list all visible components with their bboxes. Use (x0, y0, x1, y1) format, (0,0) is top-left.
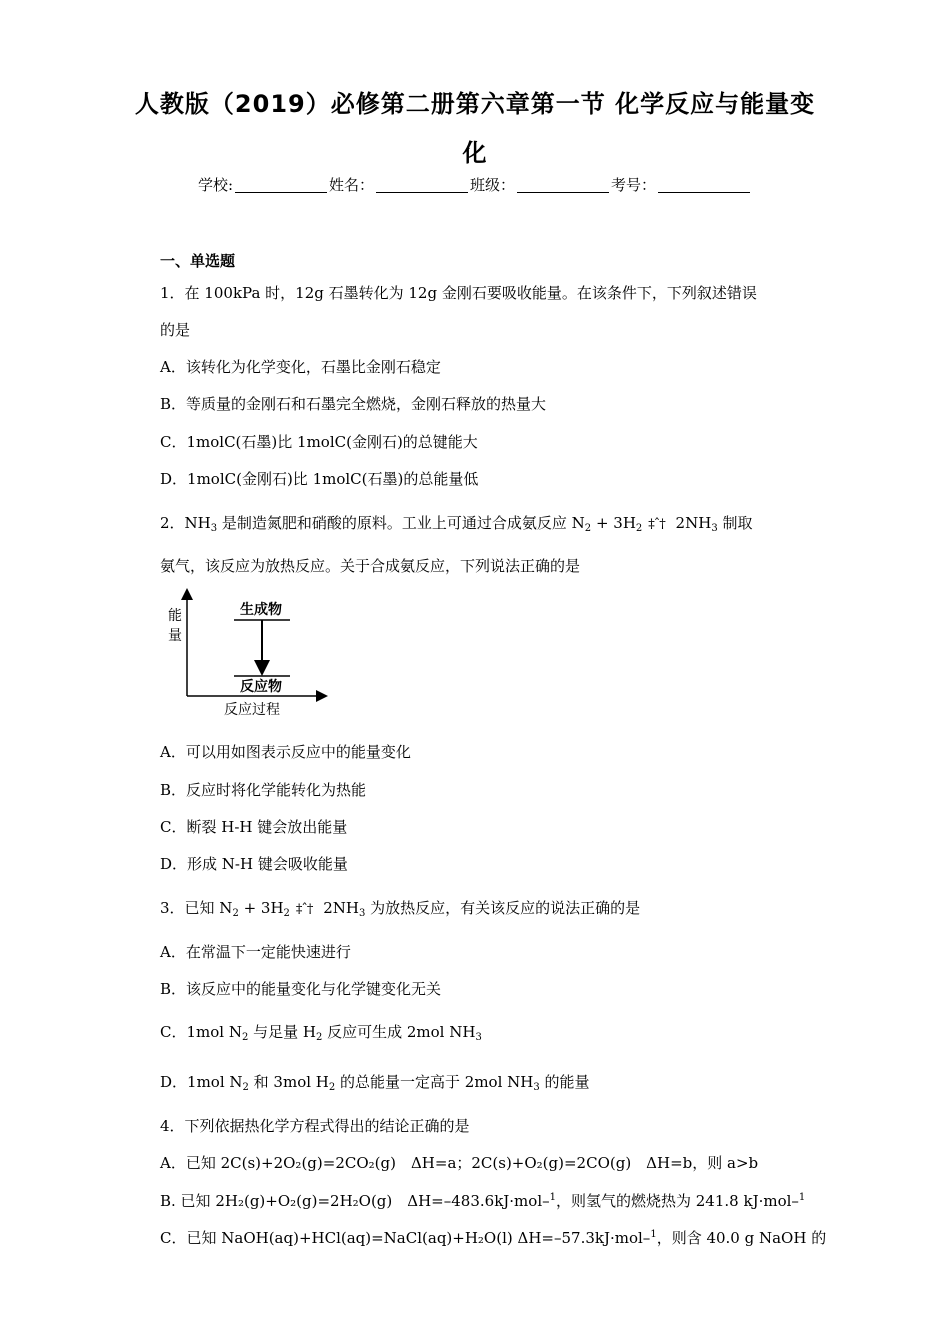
exam-number-blank[interactable] (658, 178, 750, 193)
q1-option-a: A．该转化为化学变化，石墨比金刚石稳定 (160, 358, 441, 376)
reversible-arrow-icon: ‡ˆ† (648, 517, 665, 532)
q3c-sub-b: 2 (241, 1032, 249, 1043)
q3d-text-a: D．1mol N (160, 1073, 243, 1091)
q2-stem-line-1 (160, 512, 752, 533)
q3d-text-g: 的能量 (539, 1073, 590, 1091)
y-axis-label-2: 量 (168, 628, 182, 644)
q2-sub-f: 2 (635, 523, 643, 534)
q1-option-b: B．等质量的金刚石和石墨完全燃烧，金刚石释放的热量大 (160, 395, 547, 413)
q2-text-c: 是制造氮肥和硝酸的原料。工业上可通过合成氨反应 N (217, 514, 585, 532)
product-label: 生成物 (240, 602, 282, 618)
energy-diagram (162, 588, 332, 720)
q3-option-d (160, 1071, 590, 1092)
q2-option-b: B．反应时将化学能转化为热能 (160, 781, 367, 799)
q2-sub-b: 3 (210, 523, 218, 534)
student-info-row (0, 174, 950, 195)
q4-option-b (160, 1190, 805, 1211)
q4c-sup: 1 (650, 1229, 657, 1240)
school-label: 学校: (197, 176, 233, 194)
q2-option-c: C．断裂 H-H 键会放出能量 (160, 818, 348, 836)
q2-text-e: + 3H (591, 514, 636, 532)
q4-stem: 4．下列依据热化学方程式得出的结论正确的是 (160, 1117, 470, 1135)
q3d-text-e: 的总能量一定高于 2mol NH (335, 1073, 534, 1091)
q3c-text-c: 与足量 H (248, 1023, 316, 1041)
x-axis-label: 反应过程 (224, 702, 280, 718)
q3c-text-e: 反应可生成 2mol NH (322, 1023, 476, 1041)
reactant-label: 反应物 (240, 679, 282, 695)
q2-sub-d: 2 (584, 523, 592, 534)
class-blank[interactable] (517, 178, 609, 193)
q1-stem-line-1: 1．在 100kPa 时，12g 石墨转化为 12g 金刚石要吸收能量。在该条件下，下列叙述错误 (160, 284, 757, 302)
q3d-sub-b: 2 (242, 1082, 249, 1093)
q3d-sub-f: 3 (533, 1082, 540, 1093)
q3-option-c (160, 1021, 482, 1042)
q3-stem (160, 897, 640, 918)
q4b-sup-2: 1 (798, 1192, 806, 1203)
q3c-sub-f: 3 (475, 1032, 482, 1043)
q4-option-c (160, 1227, 826, 1248)
q3-option-b: B．该反应中的能量变化与化学键变化无关 (160, 980, 442, 998)
name-blank[interactable] (376, 178, 468, 193)
school-blank[interactable] (235, 178, 327, 193)
q4c-text-a: C．已知 NaOH(aq)+HCl(aq)=NaCl(aq)+H₂O(l) ΔH=–57.3kJ·mol– (160, 1229, 651, 1247)
q4b-text-b: ，则氢气的燃烧热为 241.8 kJ·mol– (556, 1192, 799, 1210)
q2-option-d: D．形成 N-H 键会吸收能量 (160, 855, 348, 873)
section-heading: 一、单选题 (160, 252, 236, 270)
exam-number-label: 考号： (611, 176, 657, 194)
q1-option-c: C．1molC(石墨)比 1molC(金刚石)的总键能大 (160, 433, 478, 451)
q3-sub-f: 3 (358, 908, 366, 919)
q3c-text-a: C．1mol N (160, 1023, 242, 1041)
q1-stem-line-2: 的是 (160, 321, 191, 339)
q4b-sup-1: 1 (549, 1192, 556, 1203)
q2-text-i: 制取 (717, 514, 753, 532)
q2-stem-line-2: 氨气，该反应为放热反应。关于合成氨反应，下列说法正确的是 (160, 557, 581, 575)
page-title-line-1: 人教版（2019）必修第二册第六章第一节 化学反应与能量变 (134, 90, 816, 118)
q2-option-a: A．可以用如图表示反应中的能量变化 (160, 743, 411, 761)
q3-sub-d: 2 (283, 908, 290, 919)
q3-text-e: 2NH (318, 899, 359, 917)
q3-text-a: 3．已知 N (160, 899, 233, 917)
q3c-sub-d: 2 (315, 1032, 323, 1043)
q4-option-a: A．已知 2C(s)+2O₂(g)=2CO₂(g) ΔH=a；2C(s)+O₂(g)=2CO(g) ΔH=b，则 a>b (160, 1154, 759, 1172)
reversible-arrow-icon: ‡ˆ† (295, 902, 313, 917)
q2-text-a: 2．NH (160, 514, 211, 532)
q3-text-g: 为放热反应，有关该反应的说法正确的是 (365, 899, 641, 917)
y-axis-label-1: 能 (168, 608, 182, 624)
q2-text-g: 2NH (670, 514, 712, 532)
page-title-line-2: 化 (462, 139, 488, 167)
q3d-sub-d: 2 (328, 1082, 336, 1093)
q1-option-d: D．1molC(金刚石)比 1molC(石墨)的总能量低 (160, 470, 479, 488)
q2-sub-h: 3 (711, 523, 718, 534)
q4c-text-b: ，则含 40.0 g NaOH 的 (656, 1229, 827, 1247)
q3-text-c: + 3H (238, 899, 284, 917)
q4b-text-a: B. 已知 2H₂(g)+O₂(g)=2H₂O(g) ΔH=–483.6kJ·mol– (160, 1192, 550, 1210)
q3-option-a: A．在常温下一定能快速进行 (160, 943, 351, 961)
name-label: 姓名： (329, 176, 375, 194)
q3-sub-b: 2 (232, 908, 239, 919)
q3d-text-c: 和 3mol H (248, 1073, 329, 1091)
class-label: 班级： (470, 176, 516, 194)
